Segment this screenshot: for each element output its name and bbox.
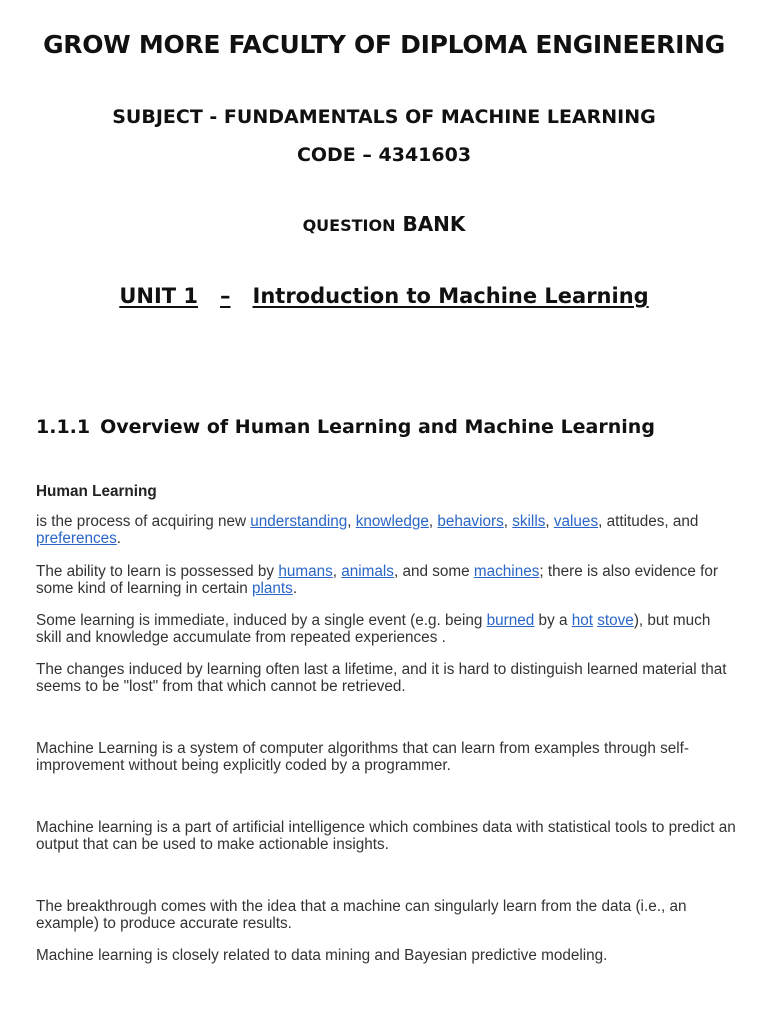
section-number: 1.1.1 <box>36 416 91 438</box>
human-learning-heading: Human Learning <box>36 483 157 500</box>
text-run: by a <box>534 612 572 629</box>
text-run: , <box>332 563 342 580</box>
link-burned[interactable]: burned <box>486 612 535 629</box>
text-run: ), but much skill and knowledge accumulate from repeated experiences . <box>36 612 711 646</box>
unit-number: UNIT 1 <box>119 284 199 308</box>
text-run: , and some <box>393 563 474 580</box>
text-run: . <box>292 580 298 597</box>
link-understanding[interactable]: understanding <box>250 513 348 530</box>
unit-dash: – <box>220 284 231 308</box>
paragraph-ml-definition: Machine Learning is a system of computer algorithms that can learn from examples through self-improvement without being explicitly coded by a programmer. <box>36 740 689 774</box>
link-values[interactable]: values <box>553 513 599 530</box>
subject-line: SUBJECT - FUNDAMENTALS OF MACHINE LEARNING <box>112 106 656 128</box>
text-run: , <box>503 513 513 530</box>
link-stove[interactable]: stove <box>597 612 634 629</box>
section-title: Overview of Human Learning and Machine Learning <box>100 416 655 438</box>
link-knowledge[interactable]: knowledge <box>355 513 429 530</box>
question-bank-heading <box>0 212 768 236</box>
text-run: , <box>545 513 554 530</box>
paragraph-immediate-learning <box>36 612 736 646</box>
unit-heading <box>0 284 768 308</box>
link-skills[interactable]: skills <box>512 513 546 530</box>
paragraph-ability-to-learn <box>36 563 736 597</box>
link-humans[interactable]: humans <box>278 563 333 580</box>
paragraph-human-learning-definition <box>36 513 736 547</box>
text-run: , attitudes, and <box>598 513 699 530</box>
text-run: , <box>428 513 438 530</box>
text-run: ; there is also evidence for some kind of learning in certain <box>36 563 718 597</box>
paragraph-lifetime-changes: The changes induced by learning often last a lifetime, and it is hard to distinguish learned material that seems to be "lost" from that which cannot be retrieved. <box>36 661 727 695</box>
link-preferences[interactable]: preferences <box>36 530 117 547</box>
link-behaviors[interactable]: behaviors <box>437 513 504 530</box>
paragraph-ml-ai-part: Machine learning is a part of artificial intelligence which combines data with statistical tools to predict an output that can be used to make actionable insights. <box>36 819 736 853</box>
question-word: QUESTION <box>302 216 396 235</box>
section-heading <box>36 416 655 438</box>
text-run: . <box>116 530 122 547</box>
bank-word: BANK <box>402 212 466 236</box>
link-plants[interactable]: plants <box>251 580 293 597</box>
document-title: GROW MORE FACULTY OF DIPLOMA ENGINEERING <box>43 30 725 59</box>
link-animals[interactable]: animals <box>341 563 394 580</box>
link-machines[interactable]: machines <box>473 563 540 580</box>
text-run: Some learning is immediate, induced by a single event (e.g. being <box>36 612 487 629</box>
paragraph-ml-breakthrough: The breakthrough comes with the idea that a machine can singularly learn from the data (i.e., an example) to produce accurate results. <box>36 898 687 932</box>
text-run: The ability to learn is possessed by <box>36 563 279 580</box>
course-code: CODE – 4341603 <box>296 144 472 166</box>
link-hot[interactable]: hot <box>571 612 593 629</box>
text-run: , <box>347 513 356 530</box>
unit-title: Introduction to Machine Learning <box>252 284 649 308</box>
paragraph-ml-related-fields: Machine learning is closely related to data mining and Bayesian predictive modeling. <box>36 947 608 964</box>
text-run: is the process of acquiring new <box>36 513 251 530</box>
